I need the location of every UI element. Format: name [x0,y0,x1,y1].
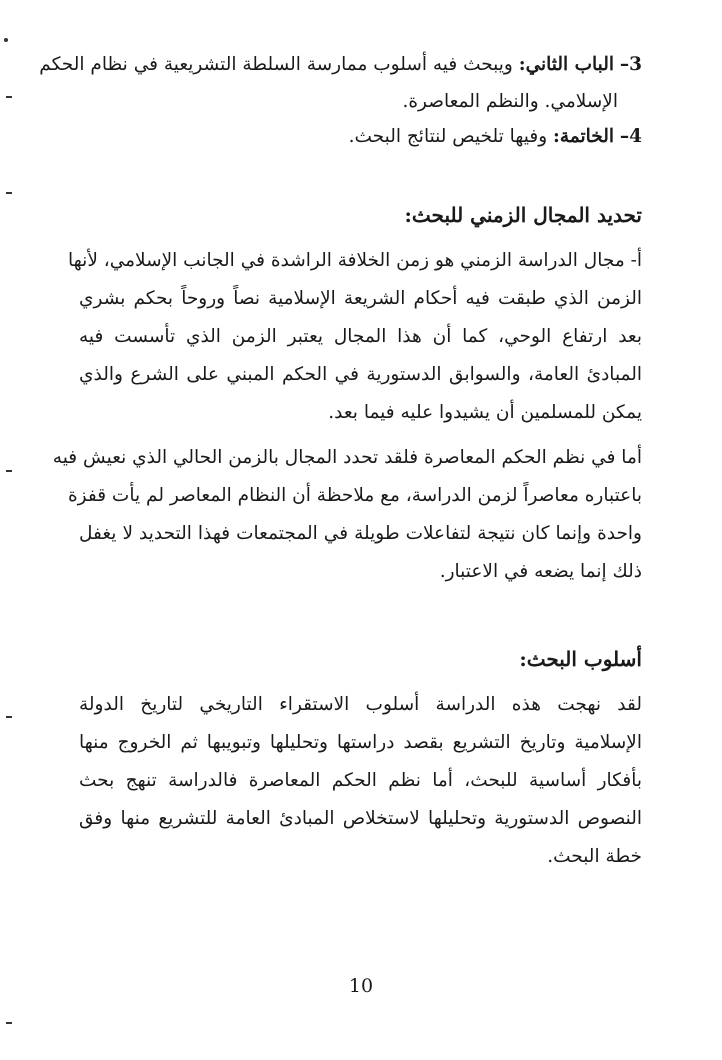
page-number: 10 [348,975,374,997]
chapter-3-number: 3– [619,54,642,75]
scan-mark [6,470,12,472]
chapter-4-line [79,122,642,152]
chapter-4-text: وفيها تلخيص لنتائج البحث. [348,126,554,147]
chapter-4-number: 4– [619,126,642,147]
scan-mark [6,716,12,718]
section-heading-method: أسلوب البحث: [519,647,642,671]
scan-mark [4,38,8,42]
paragraph-line: ذلك إنما يضعه في الاعتبار. [439,561,642,582]
chapter-3-line-1 [39,50,642,80]
paragraph-line: واحدة وإنما كان نتيجة لتفاعلات طويلة في المجتمعات فهذا التحديد لا يغفل [79,523,642,544]
chapter-3-line-2: الإسلامي. والنظم المعاصرة. [402,91,618,112]
paragraph-line: بأفكار أساسية للبحث، أما نظم الحكم المعاصرة فالدراسة تنهج بحث [79,770,642,791]
chapter-3-label: الباب الثاني: [518,54,614,75]
paragraph-line: باعتباره معاصراً لزمن الدراسة، مع ملاحظة أن النظام المعاصر لم يأت قفزة [67,485,642,506]
paragraph-line: بعد ارتفاع الوحي، كما أن هذا المجال يعتبر الزمن الذي تأسست فيه [79,326,642,347]
scan-mark [6,1022,12,1024]
chapter-3-text: ويبحث فيه أسلوب ممارسة السلطة التشريعية في نظام الحكم [39,54,519,75]
paragraph-line: المبادئ العامة، والسوابق الدستورية في الحكم المبني على الشرع والذي [79,364,642,385]
scan-mark [6,192,12,194]
paragraph-line: النصوص الدستورية وتحليلها لاستخلاص المبادئ العامة للتشريع منها وفق [79,808,642,829]
paragraph-line: لقد نهجت هذه الدراسة أسلوب الاستقراء التاريخي لتاريخ الدولة [79,694,642,715]
paragraph-line: أما في نظم الحكم المعاصرة فلقد تحدد المجال بالزمن الحالي الذي نعيش فيه [52,447,642,468]
paragraph-line: أ- مجال الدراسة الزمني هو زمن الخلافة الراشدة في الجانب الإسلامي، لأنها [68,250,642,271]
scan-mark [6,96,12,98]
paragraph-line: يمكن للمسلمين أن يشيدوا عليه فيما بعد. [328,402,642,423]
section-heading-time-scope: تحديد المجال الزمني للبحث: [404,203,642,227]
paragraph-line: الإسلامية وتاريخ التشريع بقصد دراستها وتحليلها وتبويبها ثم الخروج منها [79,732,642,753]
paragraph-line: الزمن الذي طبقت فيه أحكام الشريعة الإسلامية نصاً وروحاً بحكم بشري [79,288,642,309]
paragraph-line: خطة البحث. [547,846,642,867]
chapter-4-label: الخاتمة: [553,126,614,147]
